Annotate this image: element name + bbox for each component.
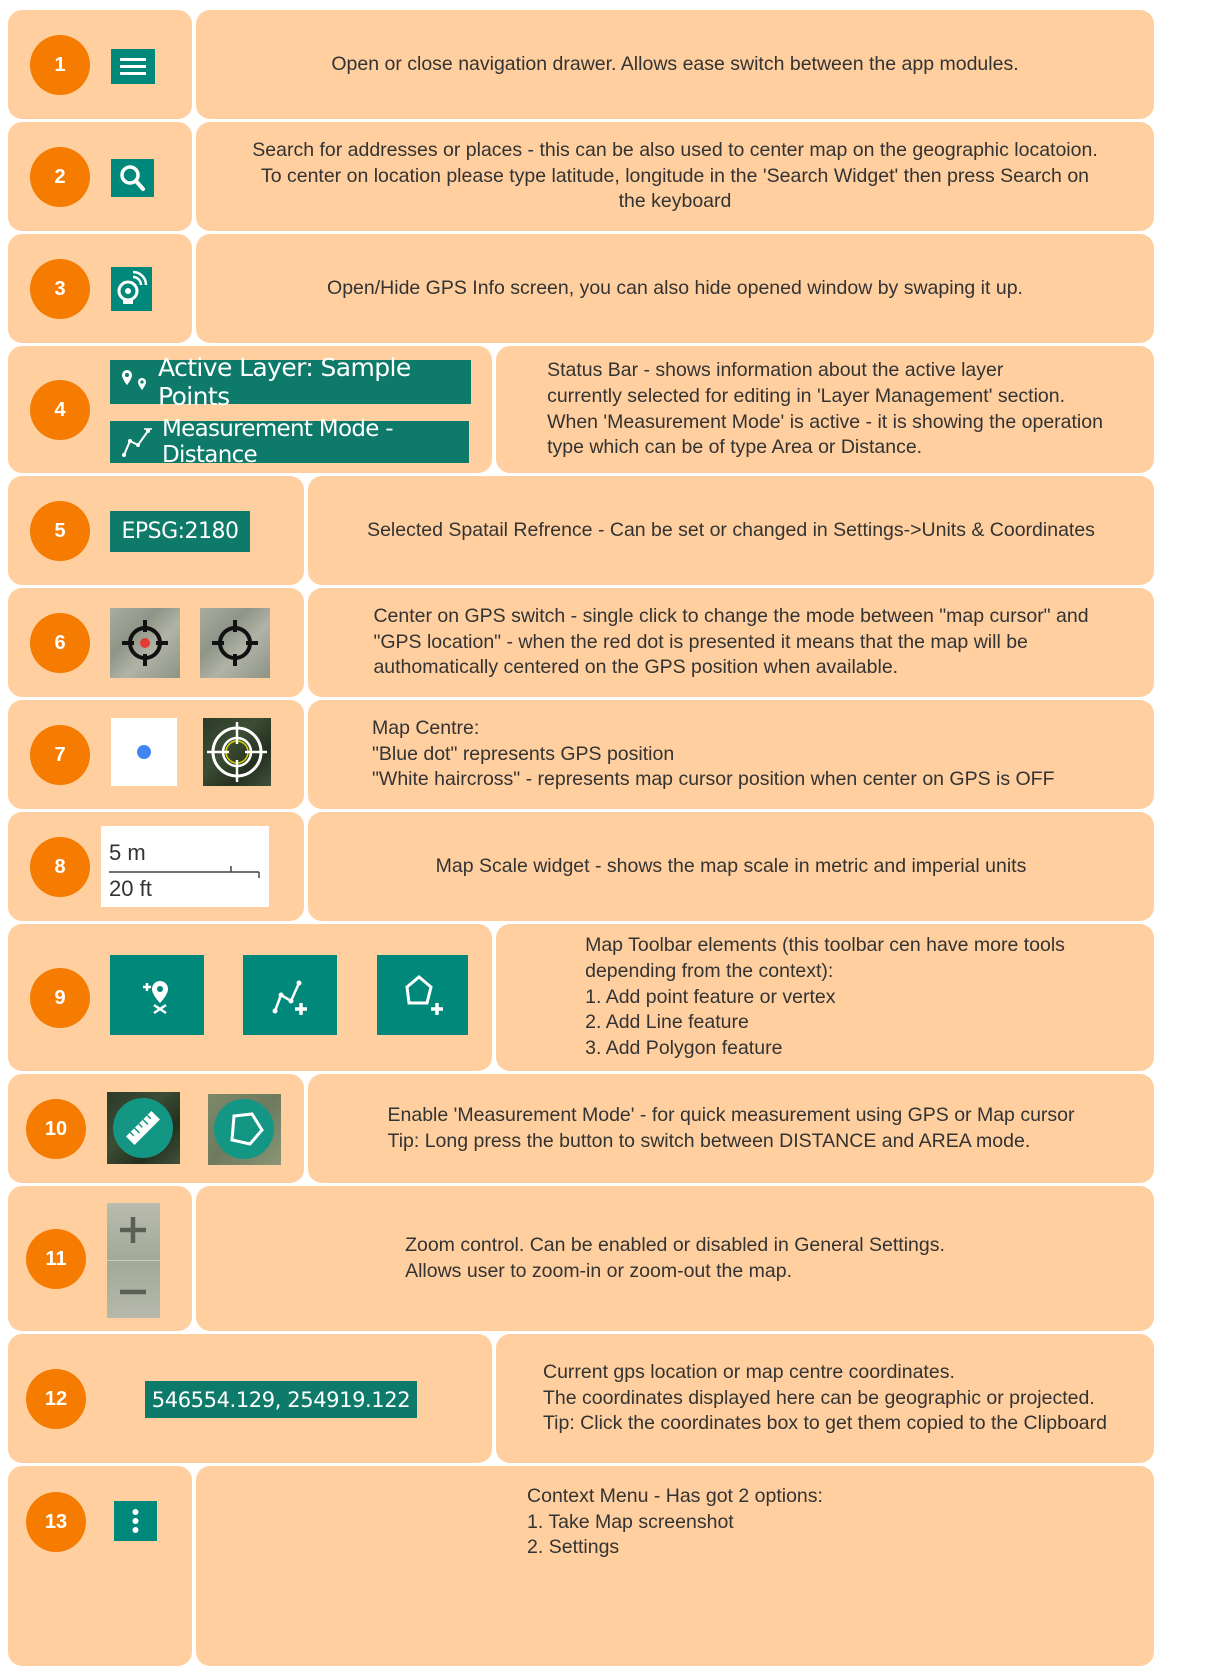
search-icon[interactable] (111, 159, 154, 197)
center-on-gps-on-button[interactable] (110, 608, 180, 678)
row-7-icon-cell (8, 700, 304, 809)
gps-position-blue-dot-icon (111, 718, 177, 786)
row-3-icon-cell (8, 234, 192, 343)
zoom-in-button[interactable] (107, 1203, 160, 1260)
ruler-icon (107, 1092, 180, 1164)
add-point-icon (110, 955, 204, 1035)
row-12-description-cell (496, 1334, 1154, 1463)
row-11-icon-cell (8, 1186, 192, 1331)
epsg-label: EPSG:2180 (121, 519, 239, 544)
row-4-icon-cell (8, 346, 492, 473)
row-number-badge: 8 (30, 837, 90, 897)
row-description: Open or close navigation drawer. Allows ease switch between the app modules. (331, 52, 1019, 75)
row-number-badge: 5 (30, 501, 90, 561)
row-number-badge: 9 (30, 968, 90, 1028)
row-5-icon-cell (8, 476, 304, 585)
epsg-badge[interactable] (110, 511, 250, 552)
measurement-mode-status-bar (110, 416, 469, 468)
coordinates-label: 546554.129, 254919.122 (151, 1387, 411, 1412)
row-number-badge: 1 (30, 35, 90, 95)
measure-area-button[interactable] (208, 1094, 281, 1165)
row-description: Selected Spatail Refrence - Can be set or changed in Settings->Units & Coordinates (367, 518, 1095, 541)
row-description: Context Menu - Has got 2 options: 1. Take Map screenshot 2. Settings (527, 1485, 823, 1559)
row-1-description-cell (196, 10, 1154, 119)
row-number-badge: 4 (30, 380, 90, 440)
row-10-icon-cell (8, 1074, 304, 1183)
active-layer-label: Active Layer: Sample Points (158, 353, 411, 411)
gps-info-icon[interactable] (111, 267, 152, 311)
gps-crosshair-active-icon (110, 608, 180, 678)
row-description: Map Centre: "Blue dot" represents GPS position "White haircross" - represents map cursor position when center on GPS is OFF (372, 716, 1055, 791)
scale-metric-label: 5 m (109, 840, 146, 865)
row-3-description-cell (196, 234, 1154, 343)
coordinates-box[interactable] (145, 1381, 417, 1418)
zoom-out-button[interactable] (107, 1261, 160, 1318)
row-number-badge: 11 (26, 1229, 86, 1289)
map-pin-icon (118, 366, 152, 398)
row-description: Map Scale widget - shows the map scale in metric and imperial units (435, 854, 1027, 877)
menu-icon[interactable] (111, 49, 155, 84)
row-11-description-cell (196, 1186, 1154, 1331)
row-4-description-cell (496, 346, 1154, 473)
polygon-area-icon (208, 1094, 281, 1165)
zoom-in-icon (107, 1203, 160, 1260)
add-line-icon (243, 955, 337, 1035)
add-polygon-button[interactable] (377, 955, 468, 1035)
row-7-description-cell (308, 700, 1154, 809)
row-number-badge: 13 (26, 1492, 86, 1552)
row-number-badge: 12 (26, 1369, 86, 1429)
row-13-icon-cell (8, 1466, 192, 1666)
row-description: Search for addresses or places - this can be also used to center map on the geographic locatoion. To center on location please type latitude, longitude in the 'Search Widget' then press Search on the keyboard (252, 138, 1098, 213)
more-vert-icon[interactable] (114, 1501, 157, 1541)
measure-distance-button[interactable] (107, 1092, 180, 1164)
row-description: Enable 'Measurement Mode' - for quick measurement using GPS or Map cursor Tip: Long press the button to switch between DISTANCE and AREA mode. (387, 1103, 1075, 1152)
row-8-icon-cell (8, 812, 304, 921)
row-13-description-cell (196, 1466, 1154, 1666)
row-number-badge: 10 (26, 1099, 86, 1159)
active-layer-status-bar (110, 353, 471, 411)
zoom-out-icon (107, 1261, 160, 1318)
row-10-description-cell (308, 1074, 1154, 1183)
row-5-description-cell (308, 476, 1154, 585)
add-polygon-icon (377, 955, 468, 1035)
row-description: Center on GPS switch - single click to change the mode between "map cursor" and "GPS location" - when the red dot is presented it means that the map will be authomatically centered on the GPS position when available. (373, 604, 1089, 679)
row-number-badge: 6 (30, 613, 90, 673)
row-8-description-cell (308, 812, 1154, 921)
row-number-badge: 7 (30, 725, 90, 785)
row-9-icon-cell (8, 924, 492, 1071)
measure-distance-icon (118, 425, 156, 459)
row-description: Status Bar - shows information about the active layer currently selected for editing in 'Layer Management' section. When 'Measurement Mode' is active - it is showing the operation type which can be of type Area or Distance. (547, 359, 1103, 459)
add-line-button[interactable] (243, 955, 337, 1035)
row-6-description-cell (308, 588, 1154, 697)
zoom-control (107, 1203, 160, 1318)
row-2-icon-cell (8, 122, 192, 231)
row-description: Zoom control. Can be enabled or disabled in General Settings. Allows user to zoom-in or zoom-out the map. (405, 1233, 945, 1282)
scale-imperial-label: 20 ft (109, 876, 152, 901)
row-6-icon-cell (8, 588, 304, 697)
row-12-icon-cell (8, 1334, 492, 1463)
map-scale-widget (101, 826, 269, 907)
row-description: Current gps location or map centre coordinates. The coordinates displayed here can be geographic or projected. Tip: Click the coordinates box to get them copied to the Clipboard (542, 1360, 1107, 1435)
row-9-description-cell (496, 924, 1154, 1071)
center-on-gps-off-button[interactable] (200, 608, 270, 678)
row-1-icon-cell (8, 10, 192, 119)
measurement-mode-label: Measurement Mode - Distance (162, 416, 393, 468)
row-2-description-cell (196, 122, 1154, 231)
row-description: Open/Hide GPS Info screen, you can also hide opened window by swaping it up. (327, 276, 1023, 299)
row-description: Map Toolbar elements (this toolbar cen have more tools depending from the context): 1. Add point feature or vertex 2. Add Line feature 3. Add Polygon feature (585, 934, 1065, 1060)
row-number-badge: 3 (30, 259, 90, 319)
gps-crosshair-inactive-icon (200, 608, 270, 678)
map-cursor-crosshair-icon (203, 718, 271, 786)
add-point-button[interactable] (110, 955, 204, 1035)
row-number-badge: 2 (30, 147, 90, 207)
